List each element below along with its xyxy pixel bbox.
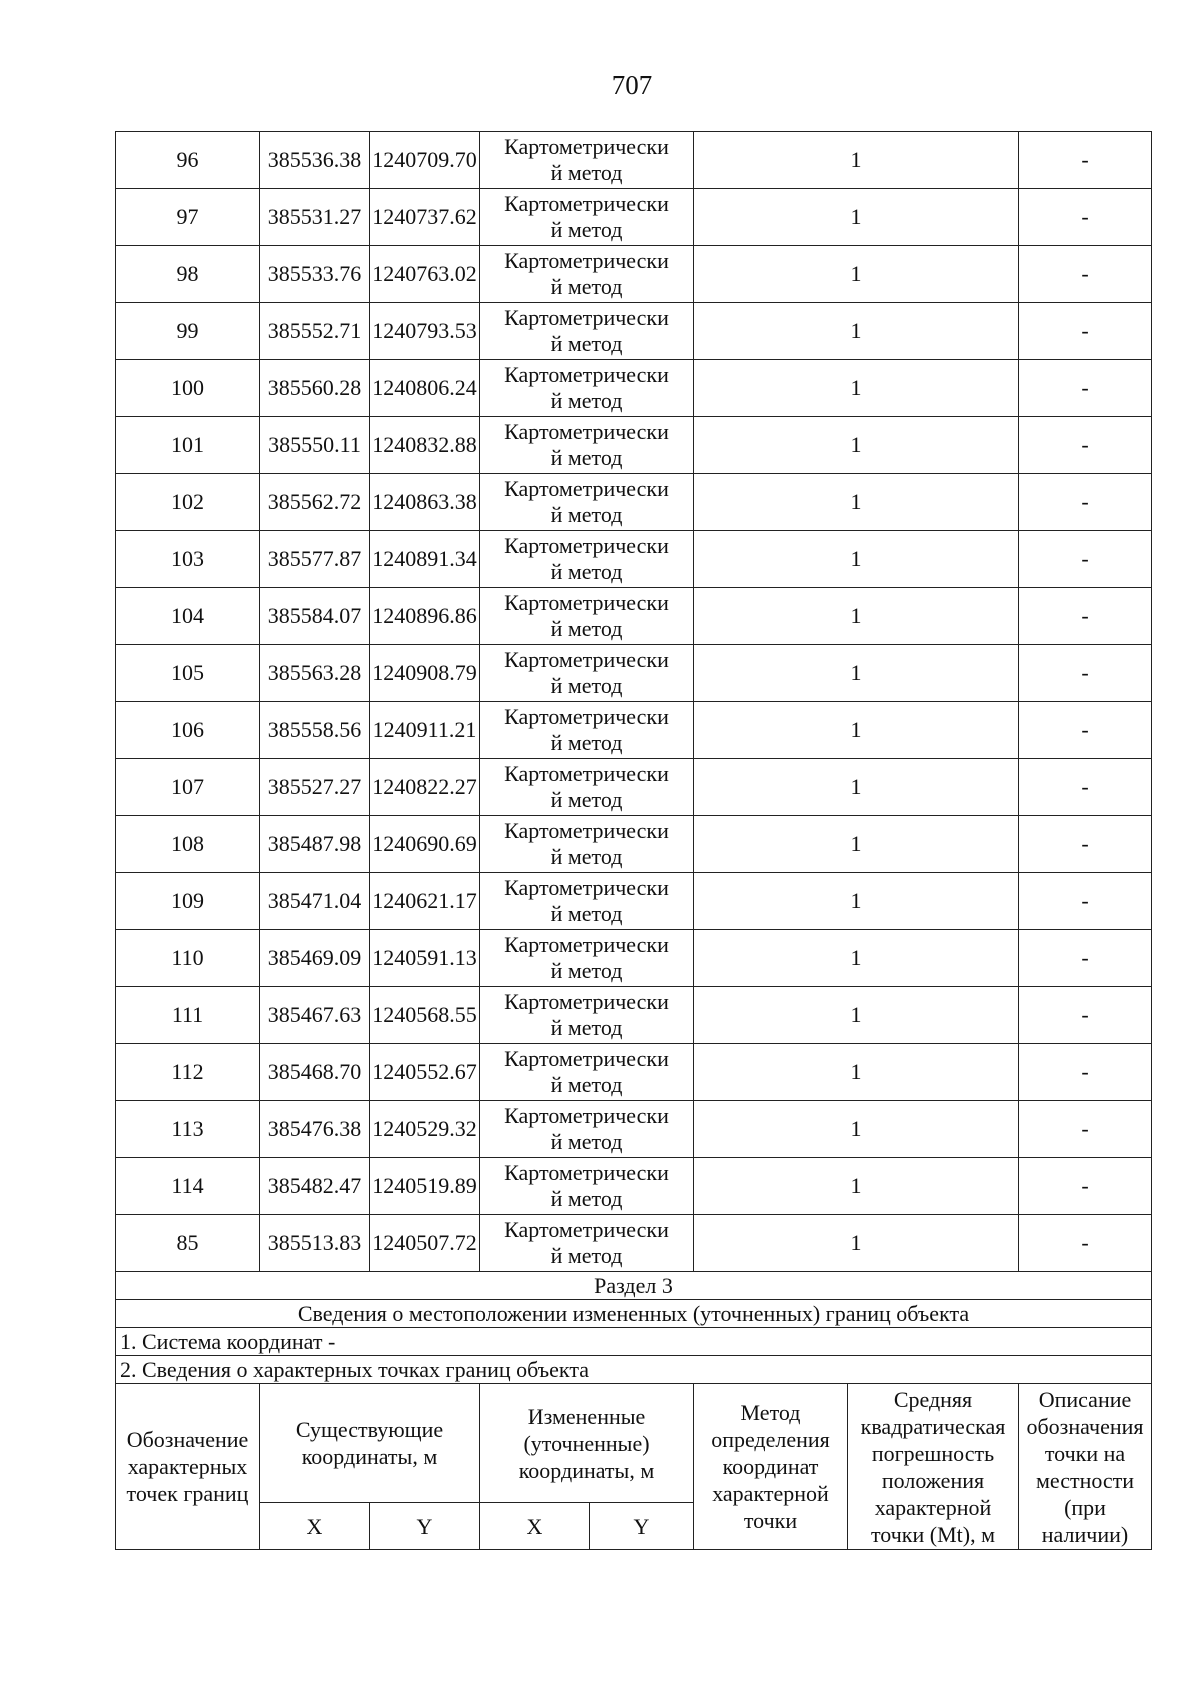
- point-description-cell: -: [1019, 303, 1152, 360]
- method-text-line: й метод: [550, 616, 623, 641]
- point-mt-cell: 1: [694, 873, 1019, 930]
- point-x-cell: 385467.63: [260, 987, 370, 1044]
- point-mt-cell: 1: [694, 1101, 1019, 1158]
- point-mt-cell: 1: [694, 588, 1019, 645]
- point-mt-cell: 1: [694, 246, 1019, 303]
- point-y-cell: 1240507.72: [370, 1215, 480, 1272]
- point-description-cell: -: [1019, 759, 1152, 816]
- point-id-cell: 111: [116, 987, 260, 1044]
- header-existing-x: X: [260, 1503, 370, 1550]
- point-mt-cell: 1: [694, 360, 1019, 417]
- point-id-cell: 110: [116, 930, 260, 987]
- method-text-line: й метод: [550, 958, 623, 983]
- point-y-cell: 1240793.53: [370, 303, 480, 360]
- table-row: [116, 759, 1152, 816]
- method-text-line: Картометрически: [504, 761, 669, 786]
- method-text-line: й метод: [550, 160, 623, 185]
- method-text-line: Картометрически: [504, 704, 669, 729]
- point-y-cell: 1240806.24: [370, 360, 480, 417]
- point-y-cell: 1240519.89: [370, 1158, 480, 1215]
- table-row: [116, 930, 1152, 987]
- table-row: [116, 360, 1152, 417]
- point-x-cell: 385468.70: [260, 1044, 370, 1101]
- point-x-cell: 385531.27: [260, 189, 370, 246]
- table-row: [116, 1158, 1152, 1215]
- table-row: [116, 474, 1152, 531]
- method-text-line: й метод: [550, 331, 623, 356]
- header-method: Метод определения координат характерной точки: [694, 1384, 848, 1550]
- point-mt-cell: 1: [694, 702, 1019, 759]
- point-method-cell: [480, 189, 694, 246]
- method-text-line: Картометрически: [504, 1160, 669, 1185]
- point-description-cell: -: [1019, 645, 1152, 702]
- header-existing-coords: Существующие координаты, м: [260, 1384, 480, 1503]
- point-method-cell: [480, 132, 694, 189]
- point-mt-cell: 1: [694, 132, 1019, 189]
- point-method-cell: [480, 702, 694, 759]
- method-text-line: й метод: [550, 388, 623, 413]
- point-x-cell: 385562.72: [260, 474, 370, 531]
- point-y-cell: 1240891.34: [370, 531, 480, 588]
- method-text-line: й метод: [550, 1186, 623, 1211]
- point-mt-cell: 1: [694, 303, 1019, 360]
- point-y-cell: 1240908.79: [370, 645, 480, 702]
- point-x-cell: 385533.76: [260, 246, 370, 303]
- point-method-cell: [480, 816, 694, 873]
- point-mt-cell: 1: [694, 645, 1019, 702]
- method-text-line: й метод: [550, 787, 623, 812]
- section-title: Раздел 3: [116, 1272, 1152, 1300]
- point-description-cell: -: [1019, 588, 1152, 645]
- point-x-cell: 385469.09: [260, 930, 370, 987]
- point-x-cell: 385536.38: [260, 132, 370, 189]
- method-text-line: Картометрически: [504, 134, 669, 159]
- points-heading-line: 2. Сведения о характерных точках границ объекта: [116, 1356, 1152, 1384]
- point-y-cell: 1240552.67: [370, 1044, 480, 1101]
- method-text-line: Картометрически: [504, 191, 669, 216]
- method-text-line: й метод: [550, 1129, 623, 1154]
- point-method-cell: [480, 987, 694, 1044]
- point-description-cell: -: [1019, 189, 1152, 246]
- point-id-cell: 100: [116, 360, 260, 417]
- point-method-cell: [480, 1044, 694, 1101]
- method-text-line: й метод: [550, 502, 623, 527]
- method-text-line: Картометрически: [504, 932, 669, 957]
- point-description-cell: -: [1019, 702, 1152, 759]
- table-row: [116, 1044, 1152, 1101]
- point-description-cell: -: [1019, 1158, 1152, 1215]
- point-x-cell: 385527.27: [260, 759, 370, 816]
- point-description-cell: -: [1019, 1044, 1152, 1101]
- point-description-cell: -: [1019, 930, 1152, 987]
- method-text-line: Картометрически: [504, 818, 669, 843]
- point-description-cell: -: [1019, 360, 1152, 417]
- method-text-line: й метод: [550, 559, 623, 584]
- point-id-cell: 105: [116, 645, 260, 702]
- point-x-cell: 385552.71: [260, 303, 370, 360]
- point-method-cell: [480, 474, 694, 531]
- point-method-cell: [480, 1101, 694, 1158]
- point-method-cell: [480, 930, 694, 987]
- point-method-cell: [480, 360, 694, 417]
- section-subtitle: Сведения о местоположении измененных (уточненных) границ объекта: [116, 1300, 1152, 1328]
- point-mt-cell: 1: [694, 816, 1019, 873]
- point-y-cell: 1240822.27: [370, 759, 480, 816]
- table-row: [116, 303, 1152, 360]
- method-text-line: Картометрически: [504, 989, 669, 1014]
- point-x-cell: 385476.38: [260, 1101, 370, 1158]
- point-id-cell: 106: [116, 702, 260, 759]
- point-id-cell: 113: [116, 1101, 260, 1158]
- method-text-line: Картометрически: [504, 533, 669, 558]
- point-description-cell: -: [1019, 132, 1152, 189]
- point-description-cell: -: [1019, 987, 1152, 1044]
- point-y-cell: 1240690.69: [370, 816, 480, 873]
- boundary-points-table: [115, 131, 1152, 1550]
- method-text-line: Картометрически: [504, 1046, 669, 1071]
- point-method-cell: [480, 1158, 694, 1215]
- point-mt-cell: 1: [694, 930, 1019, 987]
- point-x-cell: 385558.56: [260, 702, 370, 759]
- point-method-cell: [480, 531, 694, 588]
- header-designation: Обозначение характерных точек границ: [116, 1384, 260, 1550]
- point-y-cell: 1240911.21: [370, 702, 480, 759]
- header-mt: Средняя квадратическая погрешность положения характерной точки (Mt), м: [848, 1384, 1019, 1550]
- header-description: Описание обозначения точки на местности (при наличии): [1019, 1384, 1152, 1550]
- point-id-cell: 114: [116, 1158, 260, 1215]
- point-description-cell: -: [1019, 417, 1152, 474]
- table-row: [116, 873, 1152, 930]
- point-id-cell: 112: [116, 1044, 260, 1101]
- point-description-cell: -: [1019, 531, 1152, 588]
- method-text-line: й метод: [550, 445, 623, 470]
- table-row: [116, 702, 1152, 759]
- method-text-line: й метод: [550, 673, 623, 698]
- method-text-line: й метод: [550, 844, 623, 869]
- method-text-line: Картометрически: [504, 1217, 669, 1242]
- point-rows: [116, 132, 1152, 1272]
- method-text-line: й метод: [550, 1243, 623, 1268]
- header-changed-y: Y: [590, 1503, 694, 1550]
- table-row: [116, 531, 1152, 588]
- point-description-cell: -: [1019, 246, 1152, 303]
- point-x-cell: 385584.07: [260, 588, 370, 645]
- method-text-line: Картометрически: [504, 419, 669, 444]
- point-y-cell: 1240763.02: [370, 246, 480, 303]
- point-y-cell: 1240709.70: [370, 132, 480, 189]
- point-id-cell: 85: [116, 1215, 260, 1272]
- point-mt-cell: 1: [694, 1215, 1019, 1272]
- point-method-cell: [480, 303, 694, 360]
- point-y-cell: 1240591.13: [370, 930, 480, 987]
- point-method-cell: [480, 588, 694, 645]
- point-mt-cell: 1: [694, 531, 1019, 588]
- point-x-cell: 385577.87: [260, 531, 370, 588]
- page-number: 707: [611, 70, 653, 100]
- point-mt-cell: 1: [694, 417, 1019, 474]
- table-row: [116, 987, 1152, 1044]
- point-x-cell: 385563.28: [260, 645, 370, 702]
- method-text-line: Картометрически: [504, 647, 669, 672]
- header-changed-x: X: [480, 1503, 590, 1550]
- table-row: [116, 1215, 1152, 1272]
- method-text-line: Картометрически: [504, 590, 669, 615]
- coord-system-line: 1. Система координат -: [116, 1328, 1152, 1356]
- point-method-cell: [480, 873, 694, 930]
- point-description-cell: -: [1019, 474, 1152, 531]
- point-id-cell: 102: [116, 474, 260, 531]
- point-description-cell: -: [1019, 1215, 1152, 1272]
- point-id-cell: 99: [116, 303, 260, 360]
- point-id-cell: 101: [116, 417, 260, 474]
- point-method-cell: [480, 1215, 694, 1272]
- point-id-cell: 98: [116, 246, 260, 303]
- point-x-cell: 385482.47: [260, 1158, 370, 1215]
- point-y-cell: 1240621.17: [370, 873, 480, 930]
- method-text-line: й метод: [550, 274, 623, 299]
- table-row: [116, 132, 1152, 189]
- point-id-cell: 109: [116, 873, 260, 930]
- point-method-cell: [480, 645, 694, 702]
- header-changed-coords: Измененные (уточненные) координаты, м: [480, 1384, 694, 1503]
- method-text-line: Картометрически: [504, 476, 669, 501]
- method-text-line: Картометрически: [504, 248, 669, 273]
- point-id-cell: 96: [116, 132, 260, 189]
- point-description-cell: -: [1019, 1101, 1152, 1158]
- point-method-cell: [480, 417, 694, 474]
- section-3: [116, 1272, 1152, 1550]
- table-row: [116, 588, 1152, 645]
- point-x-cell: 385513.83: [260, 1215, 370, 1272]
- point-mt-cell: 1: [694, 987, 1019, 1044]
- point-y-cell: 1240863.38: [370, 474, 480, 531]
- method-text-line: й метод: [550, 1015, 623, 1040]
- method-text-line: Картометрически: [504, 362, 669, 387]
- point-y-cell: 1240737.62: [370, 189, 480, 246]
- point-method-cell: [480, 246, 694, 303]
- method-text-line: Картометрически: [504, 875, 669, 900]
- method-text-line: й метод: [550, 1072, 623, 1097]
- point-mt-cell: 1: [694, 189, 1019, 246]
- point-mt-cell: 1: [694, 1044, 1019, 1101]
- point-mt-cell: 1: [694, 759, 1019, 816]
- table-row: [116, 417, 1152, 474]
- method-text-line: й метод: [550, 901, 623, 926]
- method-text-line: й метод: [550, 730, 623, 755]
- table-row: [116, 816, 1152, 873]
- method-text-line: Картометрически: [504, 1103, 669, 1128]
- method-text-line: й метод: [550, 217, 623, 242]
- header-existing-y: Y: [370, 1503, 480, 1550]
- point-method-cell: [480, 759, 694, 816]
- point-mt-cell: 1: [694, 474, 1019, 531]
- table-row: [116, 1101, 1152, 1158]
- point-id-cell: 103: [116, 531, 260, 588]
- point-id-cell: 97: [116, 189, 260, 246]
- point-id-cell: 107: [116, 759, 260, 816]
- point-mt-cell: 1: [694, 1158, 1019, 1215]
- point-x-cell: 385560.28: [260, 360, 370, 417]
- point-id-cell: 104: [116, 588, 260, 645]
- table-row: [116, 246, 1152, 303]
- point-y-cell: 1240832.88: [370, 417, 480, 474]
- point-y-cell: 1240529.32: [370, 1101, 480, 1158]
- point-description-cell: -: [1019, 873, 1152, 930]
- table-row: [116, 645, 1152, 702]
- point-x-cell: 385487.98: [260, 816, 370, 873]
- point-y-cell: 1240568.55: [370, 987, 480, 1044]
- point-description-cell: -: [1019, 816, 1152, 873]
- point-y-cell: 1240896.86: [370, 588, 480, 645]
- table-row: [116, 189, 1152, 246]
- point-id-cell: 108: [116, 816, 260, 873]
- point-x-cell: 385471.04: [260, 873, 370, 930]
- point-x-cell: 385550.11: [260, 417, 370, 474]
- method-text-line: Картометрически: [504, 305, 669, 330]
